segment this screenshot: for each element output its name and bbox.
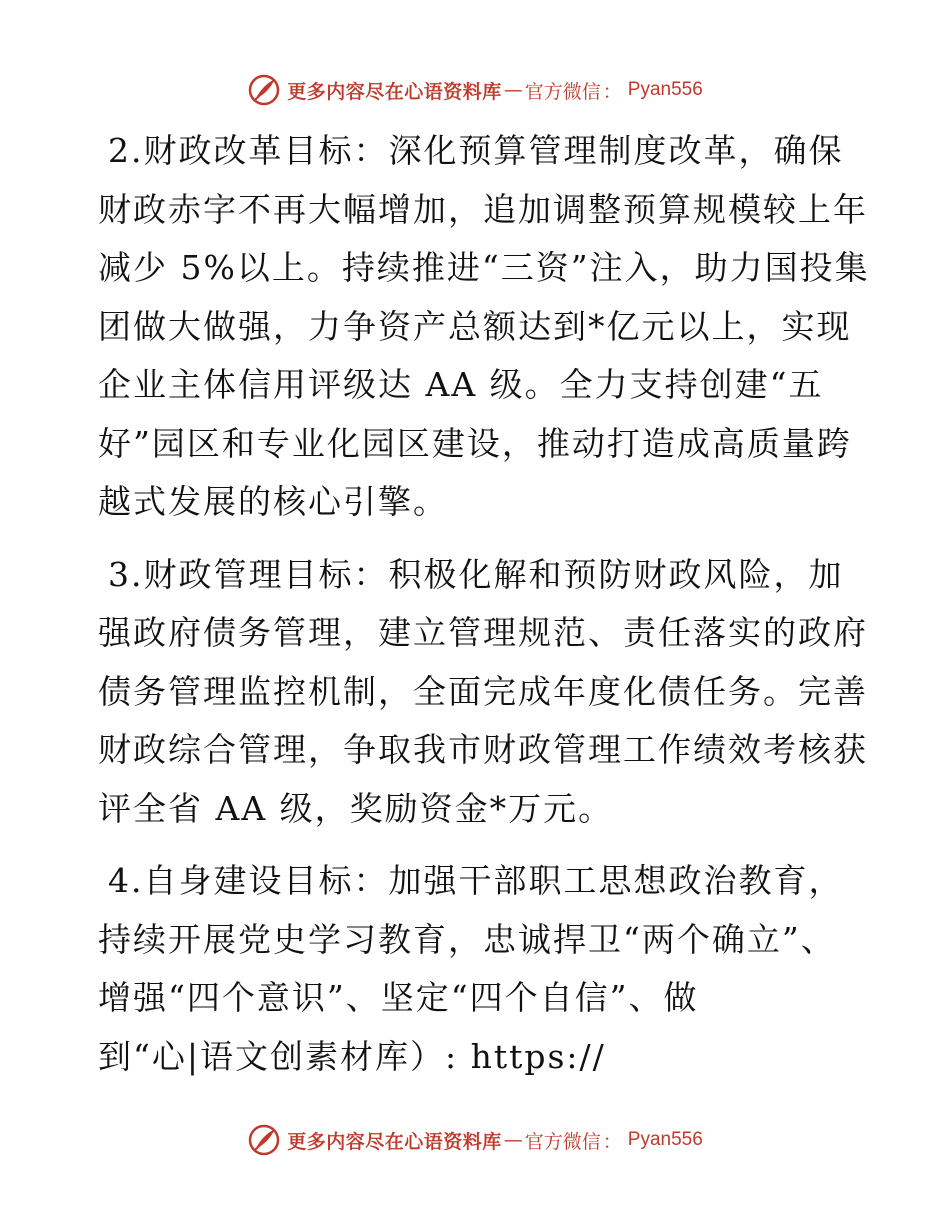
watermark-separator: —	[503, 79, 523, 101]
text-line: 3.财政管理目标：积极化解和预防财政风险，加	[108, 554, 844, 594]
watermark-brand: 更多内容尽在心语资料库	[287, 1130, 502, 1153]
paragraph-fiscal-reform	[98, 122, 868, 532]
watermark-id: Pyan556	[627, 1129, 703, 1150]
watermark-official: 官方微信	[524, 1130, 601, 1153]
text-line: 债务管理监控机制，全面完成年度化债任务。完善	[98, 671, 868, 711]
watermark-colon: ：	[602, 1130, 622, 1153]
watermark-separator: —	[503, 1129, 523, 1151]
text-line: 2.财政改革目标：深化预算管理制度改革，确保	[108, 131, 844, 170]
feather-logo-icon	[247, 1123, 281, 1157]
text-line: 减少 5%以上。持续推进“三资”注入，助力国投集	[98, 248, 870, 287]
text-line: 越式发展的核心引擎。	[98, 482, 448, 521]
text-line: 强政府债务管理，建立管理规范、责任落实的政府	[98, 613, 868, 652]
watermark-brand: 更多内容尽在心语资料库	[287, 80, 502, 103]
paragraph-self-construction	[98, 852, 868, 1086]
text-line: 到“心|语文创素材库）: https://	[98, 1036, 606, 1076]
text-line: 财政综合管理，争取我市财政管理工作绩效考核获	[98, 730, 868, 769]
text-line: 团做大做强，力争资产总额达到*亿元以上，实现	[98, 306, 852, 346]
text-line: 持续开展党史学习教育，忠诚捍卫“两个确立”、	[98, 919, 836, 959]
footer-watermark	[0, 1120, 950, 1160]
feather-logo-icon	[247, 73, 281, 107]
text-line: 财政赤字不再大幅增加，追加调整预算规模较上年	[98, 189, 868, 229]
paragraph-fiscal-management	[98, 546, 868, 839]
text-line: 企业主体信用评级达 AA 级。全力支持创建“五	[98, 365, 824, 404]
text-line: 增强“四个意识”、坚定“四个自信”、做	[98, 978, 699, 1017]
watermark-official: 官方微信	[524, 80, 601, 103]
header-watermark	[0, 70, 950, 110]
document-body	[98, 122, 868, 1100]
watermark-id: Pyan556	[627, 79, 703, 100]
text-line: 评全省 AA 级，奖励资金*万元。	[98, 788, 614, 828]
text-line: 好”园区和专业化园区建设，推动打造成高质量跨	[98, 423, 852, 463]
watermark-colon: ：	[602, 80, 622, 103]
text-line: 4.自身建设目标：加强干部职工思想政治教育，	[108, 861, 844, 900]
